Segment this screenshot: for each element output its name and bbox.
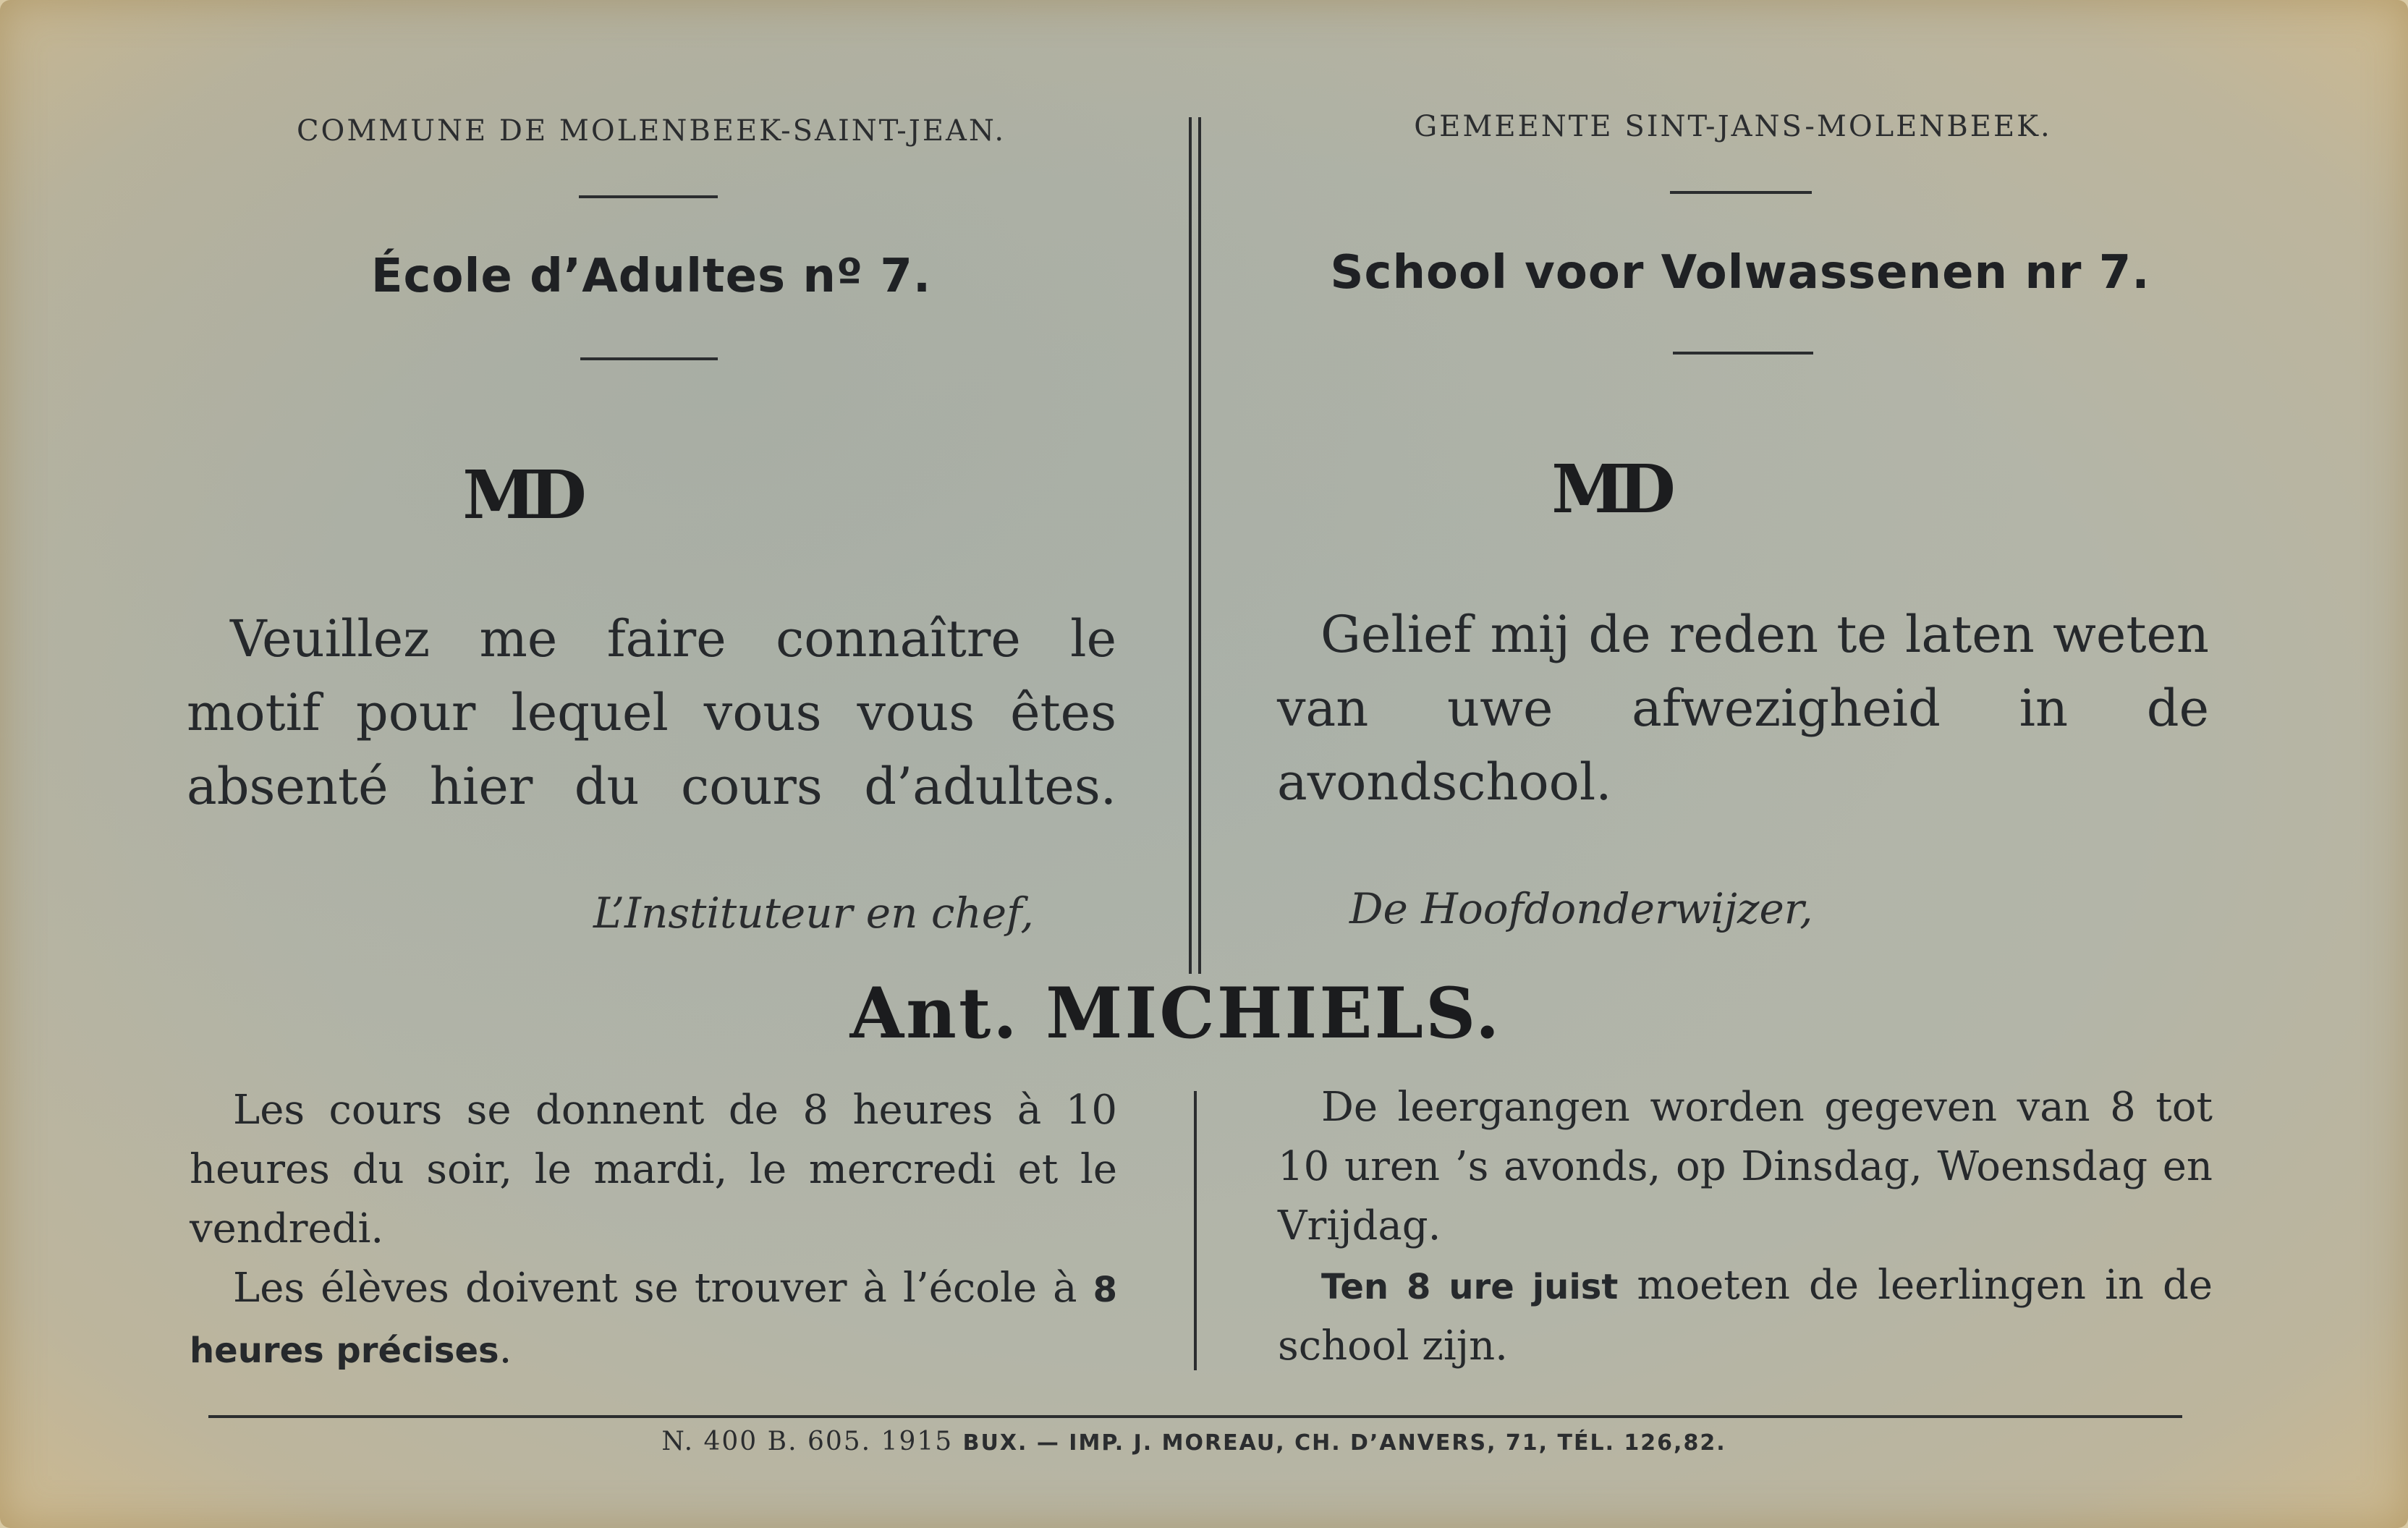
right-municipality-header: GEMEENTE SINT-JANS-MOLENBEEK.	[1414, 110, 2052, 143]
left-schedule-info	[190, 1081, 1117, 1380]
left-arrival-text: Les élèves doivent se trouver à l’école à	[233, 1265, 1093, 1312]
footer-rule	[208, 1415, 2182, 1418]
printer-details: BUX. — IMP. J. MOREAU, CH. D’ANVERS, 71, TÉL. 126,82.	[962, 1430, 1726, 1456]
left-title-rule	[580, 357, 718, 360]
left-municipality-header: COMMUNE DE MOLENBEEK-SAINT-JEAN.	[296, 114, 1006, 148]
right-arrival-text: moeten de leerlingen in de school zijn.	[1278, 1262, 2213, 1370]
right-arrival-paragraph	[1278, 1256, 2213, 1376]
form-reference: N. 400 B. 605. 1915	[661, 1427, 954, 1456]
signatory-name: Ant. MICHIELS.	[849, 972, 1502, 1054]
left-school-title: École d’Adultes nº 7.	[370, 250, 932, 303]
left-monogram-emblem: MD	[462, 456, 580, 534]
left-signature-title: L’Instituteur en chef,	[593, 888, 1034, 938]
left-header-rule	[579, 195, 718, 198]
right-monogram-emblem: MD	[1551, 450, 1669, 528]
right-absence-message: Gelief mij de reden te laten weten van uwe afwezigheid in de avondschool.	[1277, 605, 2209, 812]
right-header-rule	[1670, 191, 1812, 194]
left-arrival-end: .	[499, 1325, 512, 1372]
left-arrival-time: 8 heures précises	[190, 1270, 1117, 1371]
right-schedule-paragraph: De leergangen worden gegeven van 8 tot 10 uren ’s avonds, op Dinsdag, Woensdag en Vrijdag.	[1278, 1084, 2213, 1249]
left-absence-message: Veuillez me faire connaître le motif pour lequel vous vous êtes absenté hier du cours d’adultes.	[187, 609, 1116, 816]
upper-divider-left	[1189, 117, 1192, 974]
right-signature-title: De Hoofdonderwijzer,	[1349, 884, 1813, 933]
left-arrival-paragraph	[190, 1259, 1117, 1380]
printer-imprint	[434, 1427, 1954, 1456]
left-schedule-paragraph: Les cours se donnent de 8 heures à 10 heures du soir, le mardi, le mercredi et le vendredi.	[190, 1087, 1117, 1252]
right-arrival-time: Ten 8 ure juist	[1321, 1267, 1619, 1307]
right-schedule-info	[1278, 1078, 2213, 1376]
upper-divider-right	[1198, 117, 1201, 974]
right-title-rule	[1673, 352, 1813, 355]
right-school-title: School voor Volwassenen nr 7.	[1330, 246, 2150, 300]
lower-divider	[1194, 1091, 1197, 1370]
